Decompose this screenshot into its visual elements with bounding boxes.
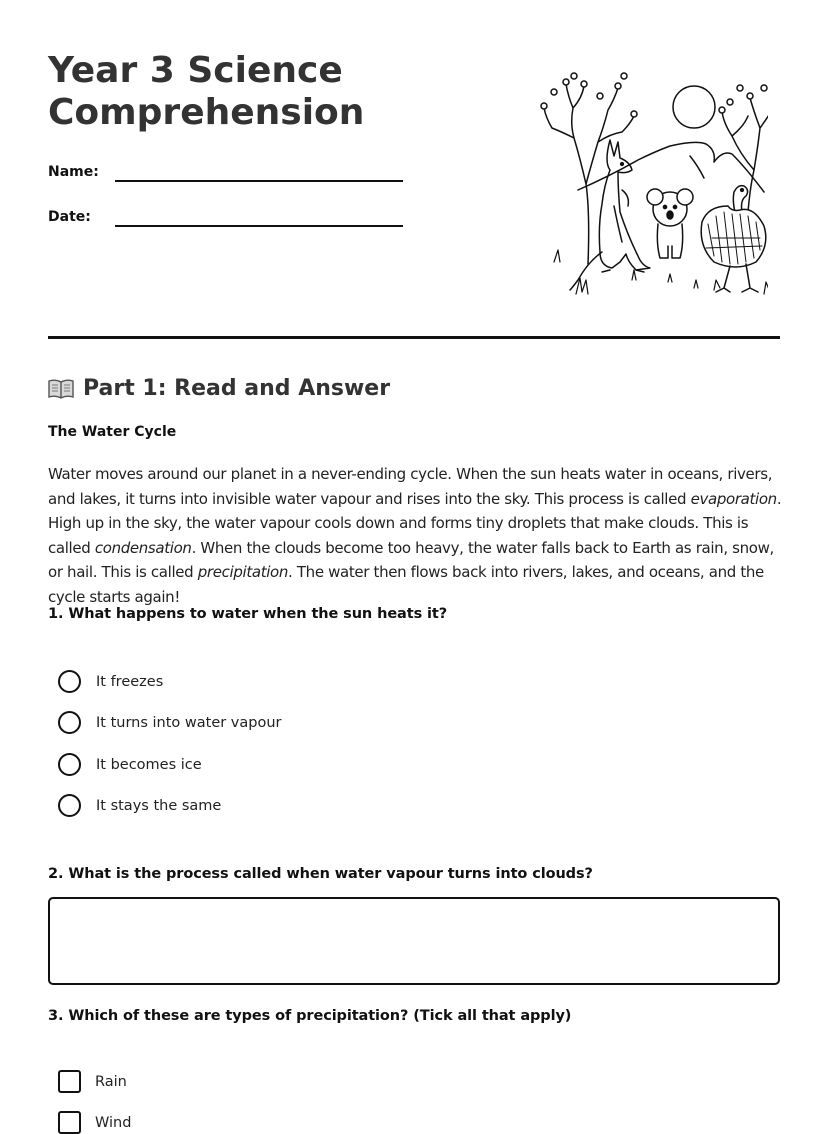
koala-icon: [647, 189, 693, 258]
q1-option-1-label: It freezes: [96, 673, 164, 690]
question-2: 2. What is the process called when water vapour turns into clouds?: [48, 866, 593, 882]
radio-button[interactable]: [58, 670, 81, 693]
worksheet-page: [48, 0, 782, 1131]
part1-heading: [48, 374, 390, 404]
radio-button[interactable]: [58, 711, 81, 734]
kangaroo-icon: [570, 140, 650, 290]
name-field[interactable]: [115, 158, 403, 182]
term-condensation: condensation: [94, 538, 192, 557]
date-field[interactable]: [115, 203, 403, 227]
part1-heading-text: Part 1: Read and Answer: [83, 376, 391, 401]
question-1: 1. What happens to water when the sun heats it?: [48, 606, 448, 622]
q3-option-1[interactable]: [58, 1070, 127, 1093]
q3-option-2-label: Wind: [95, 1114, 132, 1131]
title-line-1: Year 3 Science: [48, 50, 343, 91]
header-divider: [48, 336, 780, 339]
australian-animals-illustration: [518, 66, 768, 301]
sun-icon: [673, 86, 715, 128]
worksheet-header: [48, 0, 780, 340]
q3-option-1-label: Rain: [95, 1073, 127, 1090]
date-row: [48, 203, 403, 227]
checkbox[interactable]: [58, 1111, 81, 1134]
passage-text: [48, 462, 784, 610]
passage-segment: . When the clouds become too heavy, the water falls back to Earth as rain, snow, or hail. This is called: [48, 538, 774, 582]
passage-segment: Water moves around our planet in a never-ending cycle. When the sun heats water in oceans, rivers, and lakes, it turns into invisible water vapour and rises into the sky. This process is called: [48, 465, 773, 508]
name-row: [48, 158, 403, 182]
worksheet-title: [48, 50, 428, 134]
radio-button[interactable]: [58, 753, 81, 776]
passage-segment: . High up in the sky, the water vapour cools down and forms tiny droplets that make clouds. This is called: [48, 489, 782, 557]
q2-answer-box[interactable]: [48, 897, 780, 985]
q1-option-3-label: It becomes ice: [96, 756, 202, 773]
emu-icon: [701, 186, 766, 292]
passage-title: The Water Cycle: [48, 424, 177, 440]
checkbox[interactable]: [58, 1070, 81, 1093]
q1-option-2[interactable]: [58, 711, 282, 734]
passage-segment: . The water then flows back into rivers, lakes, and oceans, and the cycle starts again!: [48, 563, 764, 606]
q1-option-4[interactable]: [58, 794, 221, 817]
q1-option-2-label: It turns into water vapour: [96, 714, 282, 731]
date-label: Date:: [48, 209, 91, 225]
radio-button[interactable]: [58, 794, 81, 817]
q1-option-3[interactable]: [58, 753, 202, 776]
term-evaporation: evaporation: [690, 489, 777, 508]
q3-option-2[interactable]: [58, 1111, 131, 1134]
q1-option-1[interactable]: [58, 670, 163, 693]
term-precipitation: precipitation: [197, 563, 289, 582]
title-line-2: Comprehension: [48, 92, 365, 133]
question-3: 3. Which of these are types of precipitation? (Tick all that apply): [48, 1008, 572, 1024]
name-label: Name:: [48, 164, 99, 180]
q1-option-4-label: It stays the same: [96, 797, 222, 814]
open-book-icon: [48, 378, 74, 400]
